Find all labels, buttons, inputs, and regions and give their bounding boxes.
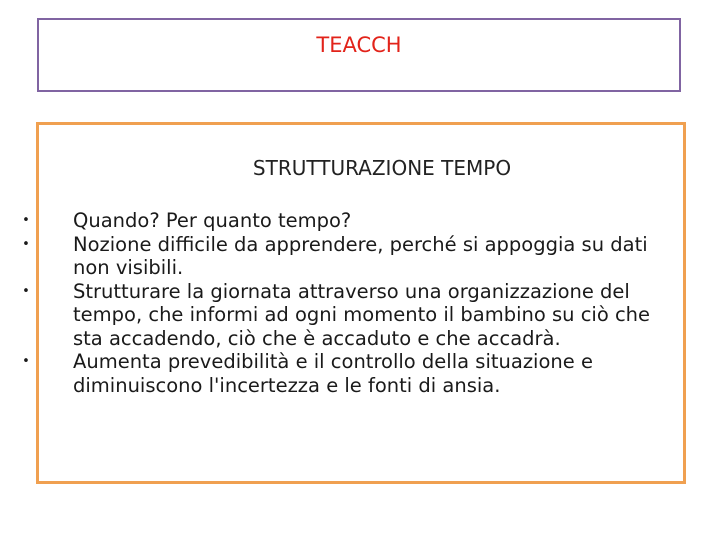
bullet-text: Quando? Per quanto tempo? <box>73 209 352 232</box>
bullet-list <box>22 209 685 397</box>
slide-title: TEACCH <box>316 33 402 57</box>
content-box <box>22 122 686 484</box>
bullet-icon: • <box>22 283 30 299</box>
list-item <box>22 279 685 351</box>
bullet-icon: • <box>22 236 30 252</box>
list-item <box>22 232 685 280</box>
bullet-icon: • <box>22 354 30 369</box>
list-item <box>22 209 685 233</box>
bullet-text: Nozione difficile da apprendere, perché si appoggia su dati non visibili. <box>73 232 648 279</box>
bullet-icon: • <box>22 213 30 228</box>
bullet-text: Aumenta prevedibilità e il controllo della situazione e diminuiscono l'incertezza e le fonti di ansia. <box>73 350 593 397</box>
list-item <box>22 350 685 397</box>
section-subtitle: STRUTTURAZIONE TEMPO <box>252 156 512 180</box>
bullet-text: Strutturare la giornata attraverso una organizzazione del tempo, che informi ad ogni momento il bambino su ciò che sta accadendo, ciò che è accaduto e che accadrà. <box>73 279 651 350</box>
title-box <box>37 18 681 92</box>
